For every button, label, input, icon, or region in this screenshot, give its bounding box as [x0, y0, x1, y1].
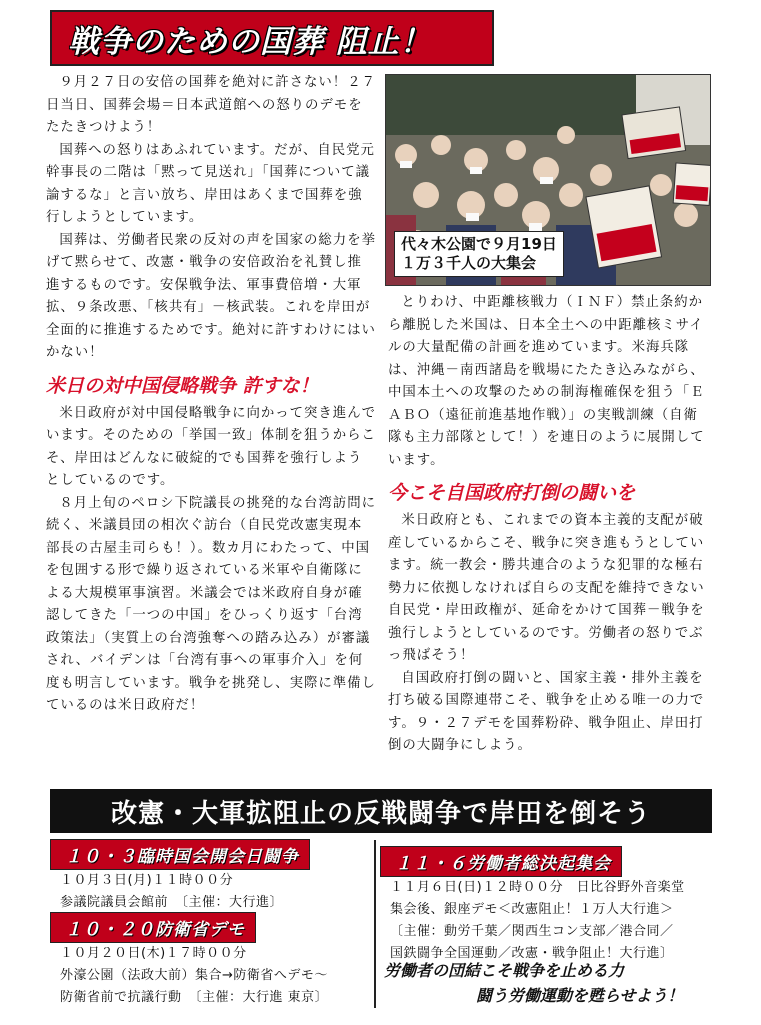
body-paragraph: 国葬への怒りはあふれています。だが、自民党元幹事長の二階は「黙って見送れ」「国葬について議論するな」と言い放ち、岸田はあくまで国葬を強行しようとしています。 — [46, 142, 375, 225]
headline-text: 改憲・大軍拡阻止の反戦闘争で岸田を倒そう — [110, 798, 651, 829]
event-detail: 集会後、銀座デモ＜改憲阻止！１万人大行進＞ — [390, 902, 674, 917]
event-detail: 防衛省前で抗議行動 〔主催：大行進 東京〕 — [60, 990, 329, 1005]
event-title: １０・３臨時国会開会日闘争 — [50, 839, 310, 870]
event-oct3 — [50, 839, 370, 914]
event-detail: 〔主催：動労千葉／関西生コン支部／港合同／ — [390, 924, 674, 939]
body-paragraph: ８月上旬のペロシ下院議長の挑発的な台湾訪問に続く、米議員団の相次ぐ訪台（自民党改憲実現本部長の古屋圭司らも！）。数カ月にわたって、中国を包囲する形で繰り返されている米軍や自衛隊による大規模軍事演習。米議会では米政府自身が確認してきた「一つの中国」をひっくり返す「台湾政策法」（実質上の台湾強奪への踏み込み）が審議され、バイデンは「台湾有事への軍事介入」を何度も明言しています。戦争を挑発し、実際に準備しているのは米日政府だ！ — [46, 495, 376, 713]
left-column — [46, 72, 376, 718]
photo-caption — [394, 231, 564, 277]
body-paragraph: 自国政府打倒の闘いと、国家主義・排外主義を打ち破る国際連帯こそ、戦争を止める唯一の力です。９・２７デモを国葬粉砕、戦争阻止、岸田打倒の大闘争にしよう。 — [388, 670, 705, 753]
body-paragraph: 米日政府が対中国侵略戦争に向かって突き進んでいます。そのための「挙国一致」体制を狙うからこそ、岸田はどんなに破綻的でも国葬を強行しようとしているのです。 — [46, 405, 376, 488]
event-detail: １０月２０日(木)１７時００分 — [60, 946, 247, 961]
event-detail: １０月３日(月)１１時００分 — [60, 873, 234, 888]
slogan-line: 労働者の団結こそ戦争を止める力 — [384, 961, 625, 980]
event-detail: １１月６日(日)１２時００分 日比谷野外音楽堂 — [390, 880, 685, 895]
caption-line: 代々木公園で９月19日 — [401, 235, 557, 253]
body-paragraph: 国葬は、労働者民衆の反対の声を国家の総力を挙げて黙らせて、改憲・戦争の安倍政治を礼賛し推進するものです。安保戦争法、軍事費倍増・大軍拡、９条改悪、「核共有」－核武装。これを岸田が全面的に推進するためです。絶対に許すわけにはいかない！ — [46, 232, 376, 360]
body-paragraph: とりわけ、中距離核戦力（ＩＮＦ）禁止条約から離脱した米国は、日本全土への中距離核ミサイルの大量配備の計画を進めています。米海兵隊は、沖縄－南西諸島を戦場にたたき込みながら、中国本土への攻撃のための制海権確保を狙う「ＥＡＢＯ（遠征前進基地作戦）」の実戦訓練（自衛隊も主力部隊として！）を連日のように展開しています。 — [388, 295, 705, 468]
section-heading: 今こそ自国政府打倒の闘いを — [388, 482, 636, 504]
event-detail: 国鉄闘争全国運動／改憲・戦争阻止！大行進〕 — [390, 946, 674, 961]
headline-bar — [50, 789, 712, 833]
event-oct20 — [50, 912, 370, 1009]
closing-slogan — [384, 958, 712, 1008]
rally-photo — [385, 74, 711, 286]
section-heading: 米日の対中国侵略戦争 許すな！ — [46, 374, 319, 397]
event-detail: 外濠公園（法政大前）集合→防衛省へデモ～ — [60, 968, 328, 983]
event-detail: 参議院議員会館前 〔主催：大行進〕 — [60, 895, 284, 910]
right-column — [388, 292, 712, 758]
body-paragraph: ９月２７日の安倍の国葬を絶対に許さない！２７日当日、国葬会場＝日本武道館への怒りのデモをたたきつけよう！ — [46, 75, 376, 135]
body-paragraph: 米日政府とも、これまでの資本主義的支配が破産しているからこそ、戦争に突き進もうとしています。統一教会・勝共連合のような犯罪的な極右勢力に依拠しなければ自らの支配を維持できない自民党・岸田政権が、延命をかけて国葬－戦争を強行しようとしているのです。労働者の怒りでぶっ飛ばそう！ — [388, 513, 705, 663]
column-divider — [374, 840, 376, 1008]
event-title: １０・２０防衛省デモ — [50, 912, 256, 943]
event-nov6 — [380, 846, 712, 965]
slogan-line: 闘う労働運動を甦らせよう！ — [476, 986, 684, 1005]
event-title: １１・６労働者総決起集会 — [380, 846, 622, 877]
page-title: 戦争のための国葬 阻止！ — [68, 23, 432, 60]
caption-line: １万３千人の大集会 — [401, 254, 537, 272]
title-banner — [50, 10, 494, 66]
